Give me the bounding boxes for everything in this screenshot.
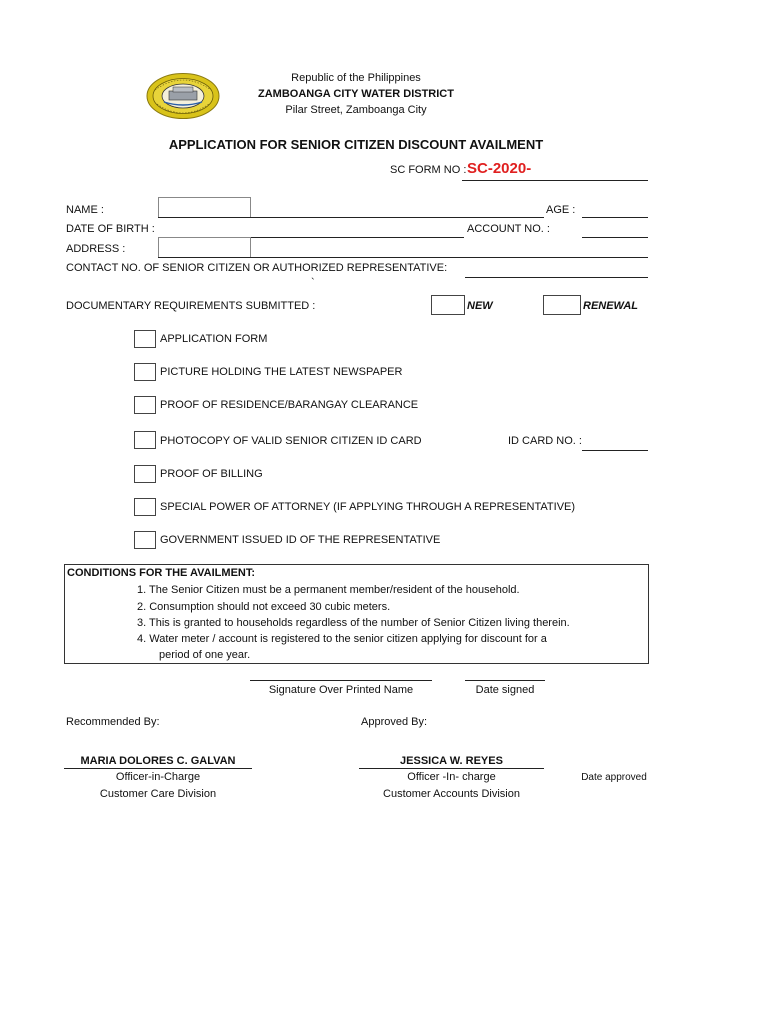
age-label: AGE : (546, 204, 576, 216)
conditions-title: CONDITIONS FOR THE AVAILMENT: (67, 567, 256, 579)
name-input[interactable] (158, 197, 251, 217)
date-approved-label: Date approved (581, 772, 647, 783)
renewal-label: RENEWAL (583, 300, 638, 312)
requirements-label: DOCUMENTARY REQUIREMENTS SUBMITTED : (66, 300, 316, 312)
checkbox-picture-newspaper[interactable] (134, 363, 156, 381)
id-card-label: ID CARD NO. : (508, 435, 582, 447)
condition-4-continued: period of one year. (159, 649, 251, 661)
contact-label: CONTACT NO. OF SENIOR CITIZEN OR AUTHORIZED REPRESENTATIVE: (66, 262, 448, 274)
approved-division: Customer Accounts Division (383, 788, 520, 800)
account-input[interactable] (582, 237, 648, 238)
dob-label: DATE OF BIRTH : (66, 223, 155, 235)
name-label: NAME : (66, 204, 104, 216)
approved-line (359, 768, 544, 769)
header-agency: ZAMBOANGA CITY WATER DISTRICT (258, 88, 454, 100)
checkbox-proof-billing[interactable] (134, 465, 156, 483)
recommended-line (64, 768, 252, 769)
condition-3: 3. This is granted to households regardless of the number of Senior Citizen living therein. (137, 617, 570, 629)
item-picture-newspaper: PICTURE HOLDING THE LATEST NEWSPAPER (160, 366, 403, 378)
item-spa: SPECIAL POWER OF ATTORNEY (IF APPLYING THROUGH A REPRESENTATIVE) (160, 501, 576, 513)
checkbox-spa[interactable] (134, 498, 156, 516)
approved-name: JESSICA W. REYES (400, 755, 503, 767)
age-input[interactable] (582, 217, 648, 218)
item-photocopy-id: PHOTOCOPY OF VALID SENIOR CITIZEN ID CARD (160, 435, 422, 447)
account-label: ACCOUNT NO. : (467, 223, 550, 235)
name-line (158, 217, 544, 218)
item-proof-billing: PROOF OF BILLING (160, 468, 263, 480)
form-no-label: SC FORM NO : (390, 164, 467, 176)
contact-input[interactable] (465, 277, 648, 278)
item-gov-id: GOVERNMENT ISSUED ID OF THE REPRESENTATIVE (160, 534, 441, 546)
new-label: NEW (467, 300, 493, 312)
recommended-division: Customer Care Division (99, 788, 217, 800)
id-card-input[interactable] (582, 450, 648, 451)
checkbox-proof-residence[interactable] (134, 396, 156, 414)
item-application-form: APPLICATION FORM (160, 333, 268, 345)
signature-line[interactable] (250, 680, 432, 681)
checkbox-photocopy-id[interactable] (134, 431, 156, 449)
approved-position: Officer -In- charge (407, 771, 496, 783)
recommended-label: Recommended By: (66, 716, 160, 728)
checkbox-gov-id[interactable] (134, 531, 156, 549)
form-title: APPLICATION FOR SENIOR CITIZEN DISCOUNT AVAILMENT (168, 137, 544, 152)
condition-2: 2. Consumption should not exceed 30 cubic meters. (137, 601, 391, 613)
form-no-line (462, 180, 648, 181)
recommended-position: Officer-in-Charge (115, 771, 201, 783)
header-address: Pilar Street, Zamboanga City (285, 104, 427, 116)
condition-4: 4. Water meter / account is registered to the senior citizen applying for discount for a (137, 633, 547, 645)
stray-tick: ` (311, 277, 315, 289)
address-input[interactable] (158, 237, 251, 257)
header-republic: Republic of the Philippines (291, 72, 421, 84)
signature-label: Signature Over Printed Name (268, 684, 414, 696)
address-label: ADDRESS : (66, 243, 126, 255)
recommended-name: MARIA DOLORES C. GALVAN (80, 755, 236, 767)
checkbox-application-form[interactable] (134, 330, 156, 348)
address-line (158, 257, 648, 258)
date-signed-line[interactable] (465, 680, 545, 681)
item-proof-residence: PROOF OF RESIDENCE/BARANGAY CLEARANCE (160, 399, 419, 411)
approved-label: Approved By: (361, 716, 428, 728)
condition-1: 1. The Senior Citizen must be a permanent member/resident of the household. (137, 584, 520, 596)
form-no-value: SC-2020- (467, 160, 532, 177)
date-signed-label: Date signed (475, 684, 535, 696)
new-checkbox[interactable] (431, 295, 465, 315)
conditions-box (64, 564, 649, 664)
renewal-checkbox[interactable] (543, 295, 581, 315)
